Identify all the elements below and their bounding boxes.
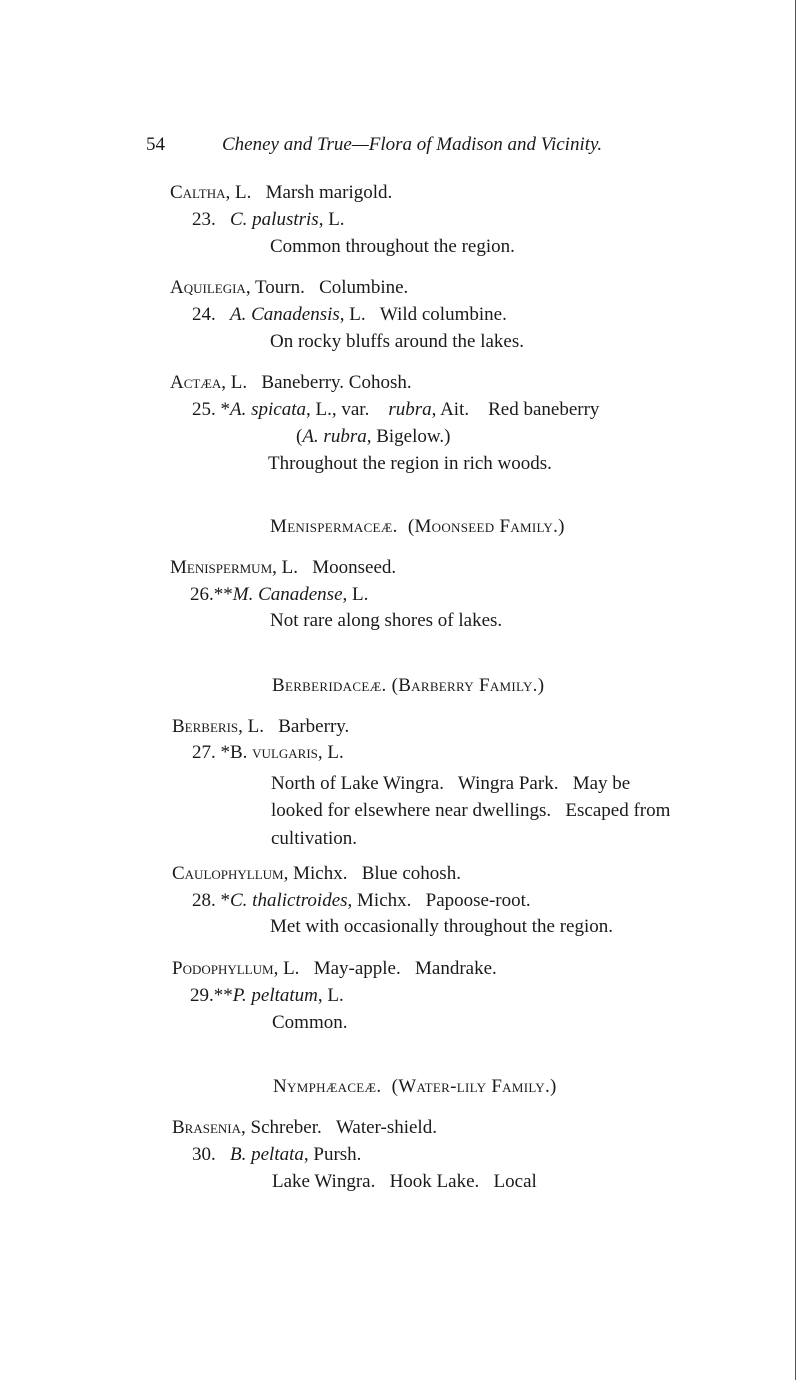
species-25: 25. *A. spicata, L., var. rubra, Ait. Red baneberry (192, 399, 600, 420)
species-27-note-line-1: North of Lake Wingra. Wingra Park. May be (271, 773, 631, 794)
species-30: 30. B. peltata, Pursh. (192, 1144, 362, 1165)
family-berberidaceae: Berberidaceæ. (Barberry Family.) (272, 675, 545, 696)
species-25-synonym: (A. rubra, Bigelow.) (296, 426, 451, 447)
species-30-note: Lake Wingra. Hook Lake. Local (272, 1171, 537, 1192)
genus-caltha: Caltha, L. Marsh marigold. (170, 182, 393, 203)
genus-berberis: Berberis, L. Barberry. (172, 716, 350, 737)
page-number: 54 (146, 134, 165, 155)
species-23: 23. C. palustris, L. (192, 209, 345, 230)
species-27-note-line-2: looked for elsewhere near dwellings. Escaped from (271, 800, 671, 821)
species-29-note: Common. (272, 1012, 348, 1033)
species-23-note: Common throughout the region. (270, 236, 515, 257)
species-26-note: Not rare along shores of lakes. (270, 610, 503, 631)
species-28-note: Met with occasionally throughout the region. (270, 916, 613, 937)
species-26: 26.**M. Canadense, L. (190, 584, 369, 605)
genus-caulophyllum: Caulophyllum, Michx. Blue cohosh. (172, 863, 461, 884)
species-25-note: Throughout the region in rich woods. (268, 453, 552, 474)
species-24-note: On rocky bluffs around the lakes. (270, 331, 524, 352)
genus-aquilegia: Aquilegia, Tourn. Columbine. (170, 277, 409, 298)
species-28: 28. *C. thalictroides, Michx. Papoose-root. (192, 890, 531, 911)
family-nymphaeaceae: Nymphæaceæ. (Water-lily Family.) (273, 1076, 557, 1097)
genus-podophyllum: Podophyllum, L. May-apple. Mandrake. (172, 958, 497, 979)
genus-actaea: Actæa, L. Baneberry. Cohosh. (170, 372, 412, 393)
family-menispermaceae: Menispermaceæ. (Moonseed Family.) (270, 516, 565, 537)
page-edge-line (795, 0, 796, 1380)
species-27: 27. *B. vulgaris, L. (192, 742, 344, 763)
species-27-note-line-3: cultivation. (271, 828, 358, 849)
species-29: 29.**P. peltatum, L. (190, 985, 344, 1006)
genus-menispermum: Menispermum, L. Moonseed. (170, 557, 397, 578)
running-title: Cheney and True—Flora of Madison and Vicinity. (222, 134, 603, 155)
genus-brasenia: Brasenia, Schreber. Water-shield. (172, 1117, 437, 1138)
species-24: 24. A. Canadensis, L. Wild columbine. (192, 304, 507, 325)
